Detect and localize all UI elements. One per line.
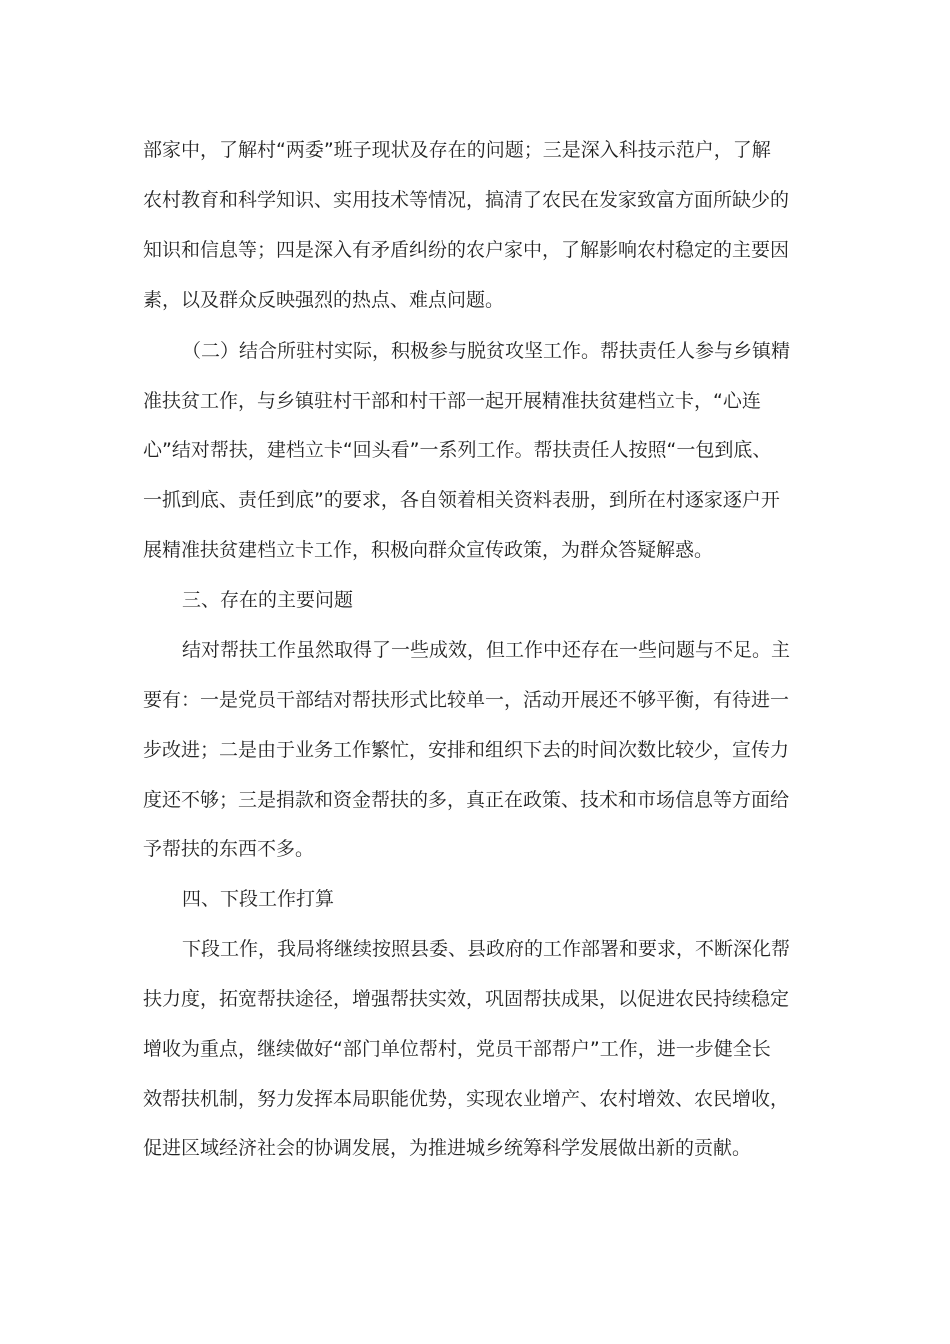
text-line: 展精准扶贫建档立卡工作，积极向群众宣传政策，为群众答疑解惑。 xyxy=(143,539,714,561)
section-heading: 三、存在的主要问题 xyxy=(182,589,354,611)
text-line: 度还不够；三是捐款和资金帮扶的多，真正在政策、技术和市场信息等方面给 xyxy=(143,789,790,811)
text-line: 结对帮扶工作虽然取得了一些成效，但工作中还存在一些问题与不足。主 xyxy=(182,639,791,661)
text-line: 准扶贫工作，与乡镇驻村干部和村干部一起开展精准扶贫建档立卡，“心连 xyxy=(143,390,761,412)
text-line: 心”结对帮扶，建档立卡“回头看”一系列工作。帮扶责任人按照“一包到底、 xyxy=(143,439,772,461)
text-line: 一抓到底、责任到底”的要求，各自领着相关资料表册，到所在村逐家逐户开 xyxy=(143,489,780,511)
text-line: 部家中，了解村“两委”班子现状及存在的问题；三是深入科技示范户，了解 xyxy=(143,139,771,161)
text-line: 要有：一是党员干部结对帮扶形式比较单一，活动开展还不够平衡，有待进一 xyxy=(143,689,790,711)
text-line: 扶力度，拓宽帮扶途径，增强帮扶实效，巩固帮扶成果，以促进农民持续稳定 xyxy=(143,988,790,1010)
text-line: 增收为重点，继续做好“部门单位帮村，党员干部帮户”工作，进一步健全长 xyxy=(143,1038,771,1060)
text-line: 农村教育和科学知识、实用技术等情况，搞清了农民在发家致富方面所缺少的 xyxy=(143,189,790,211)
section-heading: 四、下段工作打算 xyxy=(182,888,335,910)
text-line: 素，以及群众反映强烈的热点、难点问题。 xyxy=(143,289,505,311)
section-subheading-line: （二）结合所驻村实际，积极参与脱贫攻坚工作。帮扶责任人参与乡镇精 xyxy=(182,340,791,362)
text-line: 步改进；二是由于业务工作繁忙，安排和组织下去的时间次数比较少，宣传力 xyxy=(143,739,790,761)
text-line: 予帮扶的东西不多。 xyxy=(143,838,315,860)
text-line: 知识和信息等；四是深入有矛盾纠纷的农户家中，了解影响农村稳定的主要因 xyxy=(143,239,790,261)
text-line: 下段工作，我局将继续按照县委、县政府的工作部署和要求，不断深化帮 xyxy=(182,938,791,960)
text-line: 效帮扶机制，努力发挥本局职能优势，实现农业增产、农村增效、农民增收， xyxy=(143,1088,790,1110)
text-line: 促进区域经济社会的协调发展，为推进城乡统筹科学发展做出新的贡献。 xyxy=(143,1137,752,1159)
